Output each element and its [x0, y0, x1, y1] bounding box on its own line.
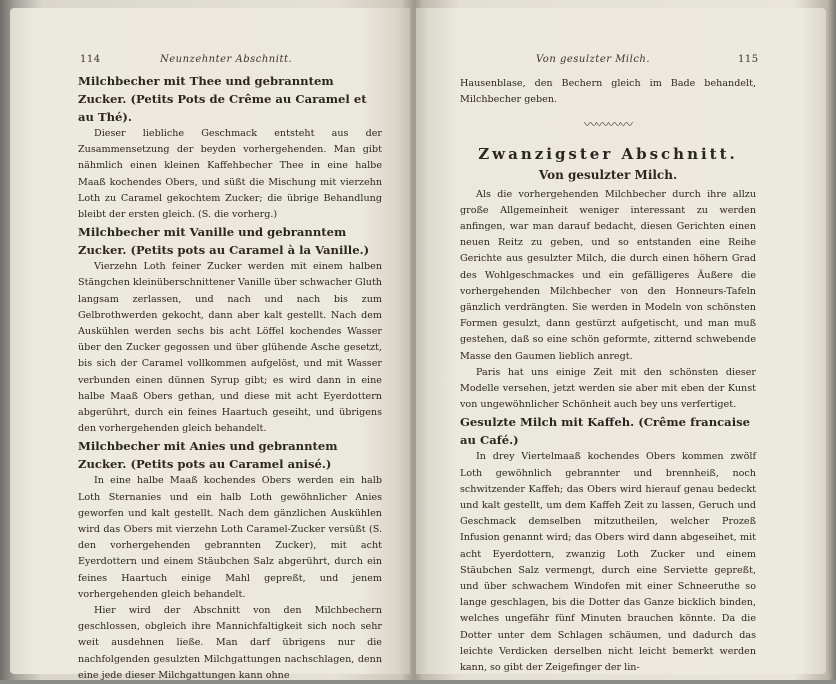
recipe-text-thee: Dieser liebliche Geschmack entsteht aus der Zusammensetzung der beyden vorhergehenden. Man gibt nähmlich einen kleinen Kaffehbecher Thee in eine halbe Maaß kochendes Obers, und süßt die Mischung mit vierzehn Loth zu Caramel gekochtem Zucker; die übrige Behandlung bleibt der ersten gleich. (S. die vorherg.) — [78, 128, 382, 221]
closing-paragraph: Hier wird der Abschnitt von den Milchbechern geschlossen, obgleich ihre Mannichfaltigkeit sich noch sehr weit ausdehnen ließe. Man darf übrigens nur die nachfolgenden gesulzten Milchgattungen nachschlagen, denn eine jede dieser Milchgattungen kann ohne — [78, 605, 382, 681]
recipe-heading-anies: Milchbecher mit Anies und gebranntem Zucker. (Petits pots au Caramel anisé.) — [78, 439, 338, 472]
left-page — [10, 8, 410, 681]
page-number-right: 115 — [738, 54, 759, 65]
intro-paragraph: Als die vorhergehenden Milchbecher durch ihre allzu große Allgemeinheit weniger interessant zu werden anfingen, war man darauf bedacht, diesen Gerichten einen neuen Reitz zu geben, und so entstanden eine Reihe Gerichte aus gesulzter Milch, die durch einen höhern Grad des Wohlgeschmackes und ein gefälligeres Äußere die vorhergehenden Milchbecher von den Honneurs-Tafeln gänzlich verdrängten. Sie werden in Modeln von schönsten Formen gesulzt, dann gestürzt aufgetischt, und man muß gestehen, daß so eine schön geformte, zitternd schwebende Masse den Gaumen lieblich anregt. — [460, 188, 756, 362]
running-head-left: Neunzehnter Abschnitt. — [160, 54, 293, 65]
recipe-heading-vanille: Milchbecher mit Vanille und gebranntem Zucker. (Petits pots au Caramel à la Vanille.) — [78, 225, 370, 258]
section-subtitle: Von gesulzter Milch. — [538, 167, 678, 182]
page-number-left: 114 — [80, 54, 101, 65]
section-title: Zwanzigster Abschnitt. — [478, 144, 738, 163]
recipe-text-anies: In eine halbe Maaß kochendes Obers werden ein halb Loth Sternanies und ein halb Loth gewöhnlicher Anies geworfen und kalt gestellt. Nach dem gänzlichen Auskühlen wird das Obers mit vierzehn Loth Caramel-Zucker versüßt (S. den vorhergehenden gebrannten Zucker), mit acht Eyerdottern und einem Stäubchen Salz abgerührt, durch ein feines Haartuch einige Mahl gepreßt, und jenem vorhergehenden gleich behandelt. — [78, 475, 382, 600]
running-head-right: Von gesulzter Milch. — [536, 54, 651, 65]
right-page-body — [460, 76, 756, 676]
recipe-text-kaffeh: In drey Viertelmaaß kochendes Obers kommen zwölf Loth gewöhnlich gebrannter und brennheiß, noch schwitzender Kaffeh; das Obers wird hierauf genau bedeckt und kalt gestellt, um dem Kaffeh Zeit zu lassen, Geruch und Geschmack demselben mitzutheilen, welcher Prozeß Infusion genannt wird; das Obers wird dann abgeseihet, mit acht Eyerdottern, zwanzig Loth Zucker und einem Stäubchen Salz vermengt, durch eine Serviette gepreßt, und über schwachem Windofen mit einer Schneeruthe so lange geschlagen, bis die Dotter das Ganze bicklich binden, welches ungefähr fünf Minuten brauchen könnte. Da die Dotter unter dem Schlagen schäumen, und dadurch das leichte Verdicken derselben nicht leicht bemerkt werden kann, so gibt der Zeigefinger der lin- — [460, 451, 756, 674]
paris-paragraph: Paris hat uns einige Zeit mit den schönsten dieser Modelle versehen, jetzt werden sie aber mit eben der Kunst von ungewöhnlicher Schönheit auch bey uns verfertiget. — [460, 366, 756, 411]
recipe-heading-kaffeh: Gesulzte Milch mit Kaffeh. (Crême francaise au Café.) — [460, 415, 750, 448]
recipe-heading-thee: Milchbecher mit Thee und gebranntem Zucker. (Petits Pots de Crême au Caramel et au Thé). — [78, 74, 367, 124]
recipe-text-vanille: Vierzehn Loth feiner Zucker werden mit einem halben Stängchen kleinüberschnittener Vanille über schwacher Gluth langsam zerlassen, und nach und nach bis zum Gelbrothwerden gekocht, dann aber kalt gestellt. Nach dem Auskühlen werden sechs bis acht Löffel kochendes Wasser über den Zucker gegossen und über glühende Asche gesetzt, bis sich der Caramel vollkommen aufgelöst, und mit Wasser verbunden einen dünnen Syrup gibt; es wird dann in eine halbe Maaß Obers gethan, und diese mit acht Eyerdottern abgerührt, durch ein feines Haartuch geseiht, und übrigens den vorhergehenden gleich behandelt. — [78, 261, 382, 435]
left-page-body — [78, 72, 382, 684]
ornament-divider: 〰〰〰〰 — [583, 118, 632, 134]
right-page — [416, 8, 826, 674]
continued-paragraph: Hausenblase, den Bechern gleich im Bade behandelt, Milchbecher geben. — [460, 78, 756, 106]
